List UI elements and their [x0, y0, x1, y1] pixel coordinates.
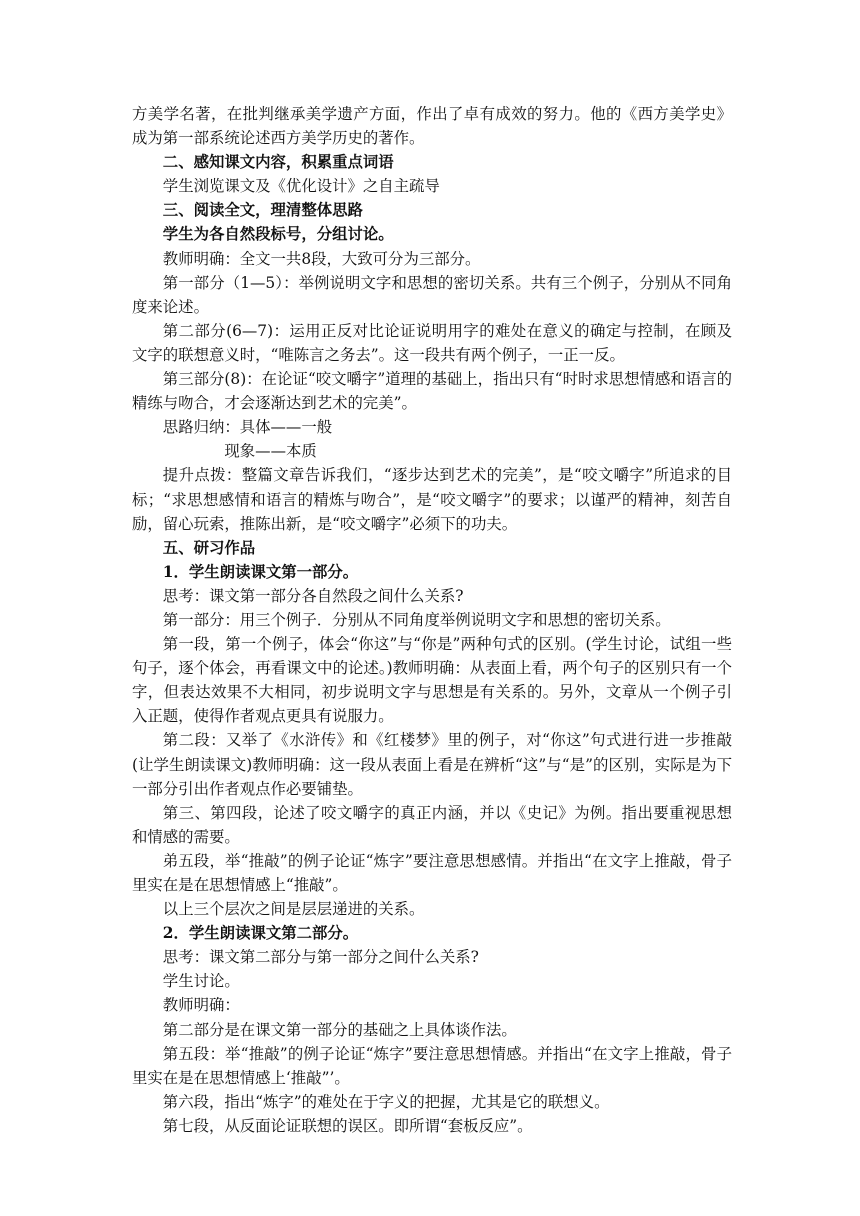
paragraph: 第三部分(8)：在论证“咬文嚼字”道理的基础上，指出只有“时时求思想情感和语言的精练与吻合，才会逐渐达到艺术的完美”。 [132, 370, 732, 413]
section-heading: 学生为各自然段标号，分组讨论。 [162, 225, 394, 244]
paragraph: 第一部分（1—5）：举例说明文字和思想的密切关系。共有三个例子，分别从不同角度来论述。 [132, 273, 732, 316]
paragraph: 第一段，第一个例子，体会“你这”与“你是”两种句式的区别。(学生讨论，试组一些句子，逐个体会，再看课文中的论述。)教师明确：从表面上看，两个句子的区别只有一个字，但表达效果不大相同，初步说明文字与思想是有关系的。另外，文章从一个例子引入正题，使得作者观点更具有说服力。 [132, 635, 732, 726]
paragraph: 思考：课文第一部分各自然段之间什么关系? [162, 586, 464, 605]
section-heading: 三、阅读全文，理清整体思路 [162, 201, 363, 220]
paragraph: 第六段，指出“炼字”的难处在于字义的把握，尤其是它的联想义。 [162, 1092, 610, 1111]
paragraph: 第三、第四段，论述了咬文嚼字的真正内涵，并以《史记》为例。指出要重视思想和情感的需要。 [132, 803, 732, 846]
paragraph: 第七段，从反面论证联想的误区。即所谓“套板反应”。 [162, 1116, 533, 1135]
section-heading: 1．学生朗读课文第一部分。 [162, 562, 359, 581]
paragraph: 第二段：又举了《水浒传》和《红楼梦》里的例子，对“你这”句式进行进一步推敲(让学生朗读课文)教师明确：这一段从表面上看是在辨析“这”与“是”的区别，实际是为下一部分引出作者观点作必要铺垫。 [132, 731, 732, 798]
paragraph: 第二部分是在课文第一部分的基础之上具体谈作法。 [162, 1020, 517, 1039]
paragraph: 第二部分(6—7)：运用正反对比论证说明用字的难处在意义的确定与控制，在顾及文字的联想意义时，“唯陈言之务去”。这一段共有两个例子，一正一反。 [132, 321, 732, 364]
paragraph: 学生浏览课文及《优化设计》之自主疏导 [162, 177, 440, 196]
section-heading: 五、研习作品 [162, 538, 256, 557]
paragraph: 教师明确： [162, 996, 240, 1015]
body-text [132, 102, 732, 1138]
paragraph: 思考：课文第二部分与第一部分之间什么关系? [162, 948, 479, 967]
paragraph: 以上三个层次之间是层层递进的关系。 [162, 900, 425, 919]
paragraph: 第五段：举“推敲”的例子论证“炼字”要注意思想情感。并指出“在文字上推敲，骨子里实在是在思想情感上‘推敲”’。 [132, 1044, 732, 1087]
paragraph: 方美学名著，在批判继承美学遗产方面，作出了卓有成效的努力。他的《西方美学史》成为第一部系统论述西方美学历史的著作。 [132, 105, 732, 148]
paragraph: 第一部分：用三个例子．分别从不同角度举例说明文字和思想的密切关系。 [162, 610, 671, 629]
section-heading: 2．学生朗读课文第二部分。 [162, 924, 359, 943]
paragraph: 弟五段，举“推敲”的例子论证“炼字”要注意思想感情。并指出“在文字上推敲，骨子里实在是在思想情感上“推敲”。 [132, 851, 732, 894]
paragraph: 思路归纳：具体——一般 [162, 418, 333, 437]
section-heading: 二、感知课文内容，积累重点词语 [162, 153, 394, 172]
paragraph: 现象——本质 [224, 442, 317, 461]
paragraph: 教师明确：全文一共8段，大致可分为三部分。 [162, 249, 481, 268]
paragraph: 学生讨论。 [162, 972, 240, 991]
paragraph: 提升点拨：整篇文章告诉我们，“逐步达到艺术的完美”，是“咬文嚼字”所追求的目标；“求思想感情和语言的精炼与吻合”，是“咬文嚼字”的要求；以谨严的精神，刻苦自励，留心玩索，推陈出新，是“咬文嚼字”必须下的功夫。 [132, 466, 732, 533]
